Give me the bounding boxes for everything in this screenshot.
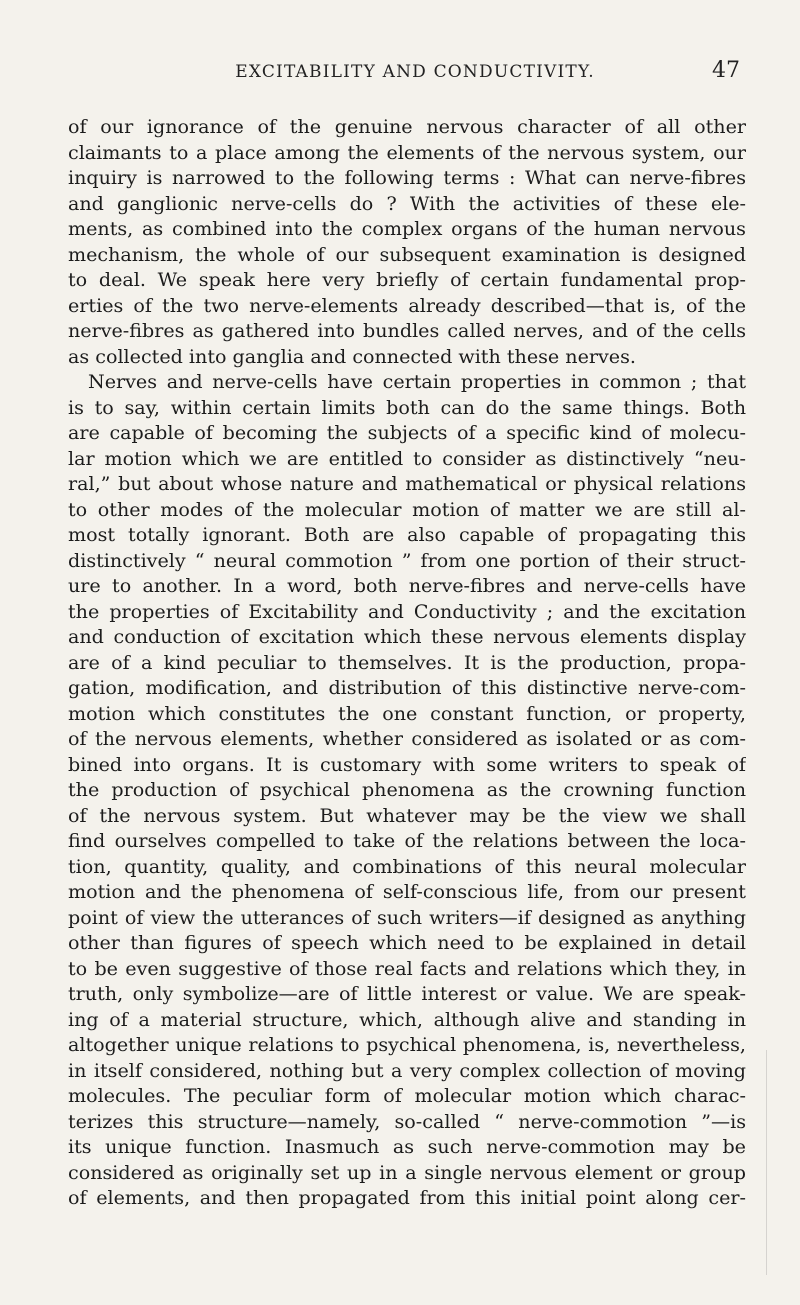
text-line: lar motion which we are entitled to consider as distinctively “neu- [68, 446, 746, 470]
text-line: ing of a material structure, which, although alive and standing in [68, 1007, 746, 1031]
text-line: tion, quantity, quality, and combinations of this neural molecular [68, 854, 746, 878]
text-line: its unique function. Inasmuch as such nerve-commotion may be [68, 1135, 746, 1158]
text-line: truth, only symbolize—are of little interest or value. We are speak- [68, 982, 746, 1005]
text-line: terizes this structure—namely, so-called “ nerve-commotion ”—is [68, 1109, 746, 1133]
text-line: inquiry is narrowed to the following terms : What can nerve-fibres [68, 166, 746, 189]
text-line: in itself considered, nothing but a very complex collection of moving [68, 1058, 746, 1082]
text-line: of elements, and then propagated from this initial point along cer- [68, 1186, 746, 1209]
text-line: mechanism, the whole of our subsequent examination is designed [68, 242, 746, 266]
text-line: and conduction of excitation which these nervous elements display [68, 625, 746, 648]
text-line: of the nervous system. But whatever may be the view we shall [68, 803, 746, 827]
text-line: point of view the utterances of such writers—if designed as anything [68, 905, 746, 929]
text-line: considered as originally set up in a single nervous element or group [68, 1160, 746, 1184]
text-line: the production of psychical phenomena as the crowning function [68, 778, 746, 801]
text-line: find ourselves compelled to take of the relations between the loca- [68, 829, 746, 852]
text-line: the properties of Excitability and Conductivity ; and the excitation [68, 599, 746, 623]
text-line: other than figures of speech which need to be explained in detail [68, 931, 746, 954]
text-line: ure to another. In a word, both nerve-fibres and nerve-cells have [68, 574, 746, 597]
running-title: EXCITABILITY AND CONDUCTIVITY. [235, 62, 595, 82]
body-text [68, 114, 746, 1211]
text-line: altogether unique relations to psychical phenomena, is, nevertheless, [68, 1033, 746, 1056]
text-line: to other modes of the molecular motion of matter we are still al- [68, 497, 746, 521]
text-line: gation, modification, and distribution of this distinctive nerve-com- [68, 676, 746, 699]
text-line: distinctively “ neural commotion ” from one portion of their struct- [68, 548, 746, 572]
paragraph-end-line: as collected into ganglia and connected with these nerves. [68, 344, 636, 368]
text-line: of our ignorance of the genuine nervous character of all other [68, 115, 746, 138]
text-line: to deal. We speak here very briefly of certain fundamental prop- [68, 268, 746, 291]
text-line: ments, as combined into the complex organs of the human nervous [68, 217, 746, 240]
margin-mark [766, 1050, 767, 1275]
text-line: nerve-fibres as gathered into bundles called nerves, and of the cells [68, 319, 746, 342]
text-line: are of a kind peculiar to themselves. It is the production, propa- [68, 650, 746, 674]
text-line: ral,” but about whose nature and mathematical or physical relations [68, 472, 746, 495]
text-line: most totally ignorant. Both are also capable of propagating this [68, 523, 746, 546]
text-line: erties of the two nerve-elements already described—that is, of the [68, 293, 746, 317]
page-number: 47 [712, 58, 740, 83]
text-line: bined into organs. It is customary with some writers to speak of [68, 752, 746, 776]
text-line: claimants to a place among the elements of the nervous system, our [68, 140, 746, 164]
text-line: motion and the phenomena of self-conscious life, from our present [68, 880, 746, 903]
paragraph-start-line: Nerves and nerve-cells have certain properties in common ; that [88, 370, 746, 393]
text-line: and ganglionic nerve-cells do ? With the activities of these ele- [68, 191, 746, 215]
text-line: are capable of becoming the subjects of a specific kind of molecu- [68, 421, 746, 444]
text-line: of the nervous elements, whether considered as isolated or as com- [68, 727, 746, 750]
text-line: to be even suggestive of those real facts and relations which they, in [68, 956, 746, 980]
text-line: is to say, within certain limits both can do the same things. Both [68, 395, 746, 419]
text-line: molecules. The peculiar form of molecular motion which charac- [68, 1084, 746, 1107]
running-head [90, 58, 740, 92]
text-line: motion which constitutes the one constant function, or property, [68, 701, 746, 725]
